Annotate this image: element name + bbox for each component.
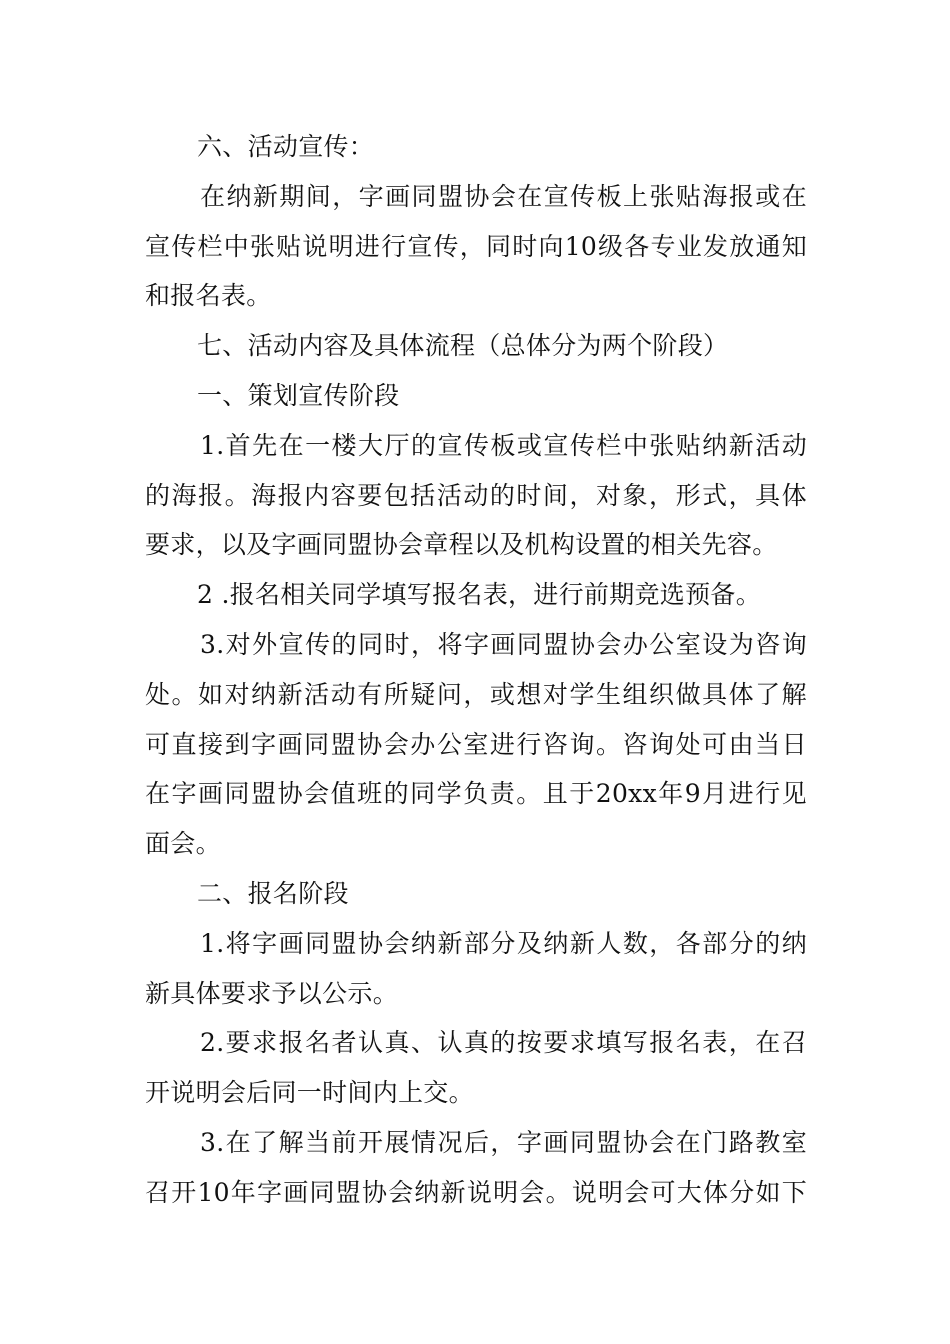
paragraph-line: 2 .报名相关同学填写报名表，进行前期竞选预备。: [197, 580, 762, 610]
paragraph-line: 宣传栏中张贴说明进行宣传，同时向10级各专业发放通知: [145, 231, 807, 261]
paragraph: [145, 1118, 807, 1218]
paragraph-line: 在字画同盟协会值班的同学负责。且于20xx年9月进行见: [145, 779, 807, 809]
paragraph-line: 2.要求报名者认真、认真的按要求填写报名表，在召: [200, 1028, 807, 1058]
paragraph-line: 开说明会后同一时间内上交。: [145, 1078, 474, 1108]
paragraph: [145, 421, 807, 570]
paragraph-line: 召开10年字画同盟协会纳新说明会。说明会可大体分如下: [145, 1177, 807, 1207]
paragraph: [145, 570, 807, 620]
paragraph-line: 面会。: [145, 829, 221, 859]
section-heading: 六、活动宣传：: [197, 132, 375, 161]
paragraph: [145, 620, 807, 869]
paragraph-line: 1.首先在一楼大厅的宣传板或宣传栏中张贴纳新活动: [200, 430, 807, 460]
paragraph: [145, 919, 807, 1019]
paragraph-line: 3.对外宣传的同时，将字画同盟协会办公室设为咨询: [200, 629, 807, 659]
paragraph-line: 处。如对纳新活动有所疑问，或想对学生组织做具体了解: [145, 679, 807, 709]
paragraph-line: 要求，以及字画同盟协会章程以及机构设置的相关先容。: [145, 530, 778, 560]
paragraph-line: 新具体要求予以公示。: [145, 978, 399, 1008]
paragraph-line: 3.在了解当前开展情况后，字画同盟协会在门路教室: [200, 1127, 807, 1157]
paragraph-line: 在纳新期间，字画同盟协会在宣传板上张贴海报或在: [200, 181, 807, 211]
paragraph: [145, 172, 807, 321]
paragraph-line: 的海报。海报内容要包括活动的时间，对象，形式，具体: [145, 480, 807, 510]
paragraph-line: 可直接到字画同盟协会办公室进行咨询。咨询处可由当日: [145, 729, 807, 759]
paragraph-line: 1.将字画同盟协会纳新部分及纳新人数，各部分的纳: [200, 928, 807, 958]
document-page: [145, 122, 807, 1218]
section-heading: 七、活动内容及具体流程（总体分为两个阶段）: [197, 331, 729, 361]
section-heading: 一、策划宣传阶段: [197, 380, 400, 410]
section-heading: 二、报名阶段: [197, 878, 349, 908]
paragraph: [145, 1018, 807, 1118]
paragraph-line: 和报名表。: [145, 281, 272, 311]
